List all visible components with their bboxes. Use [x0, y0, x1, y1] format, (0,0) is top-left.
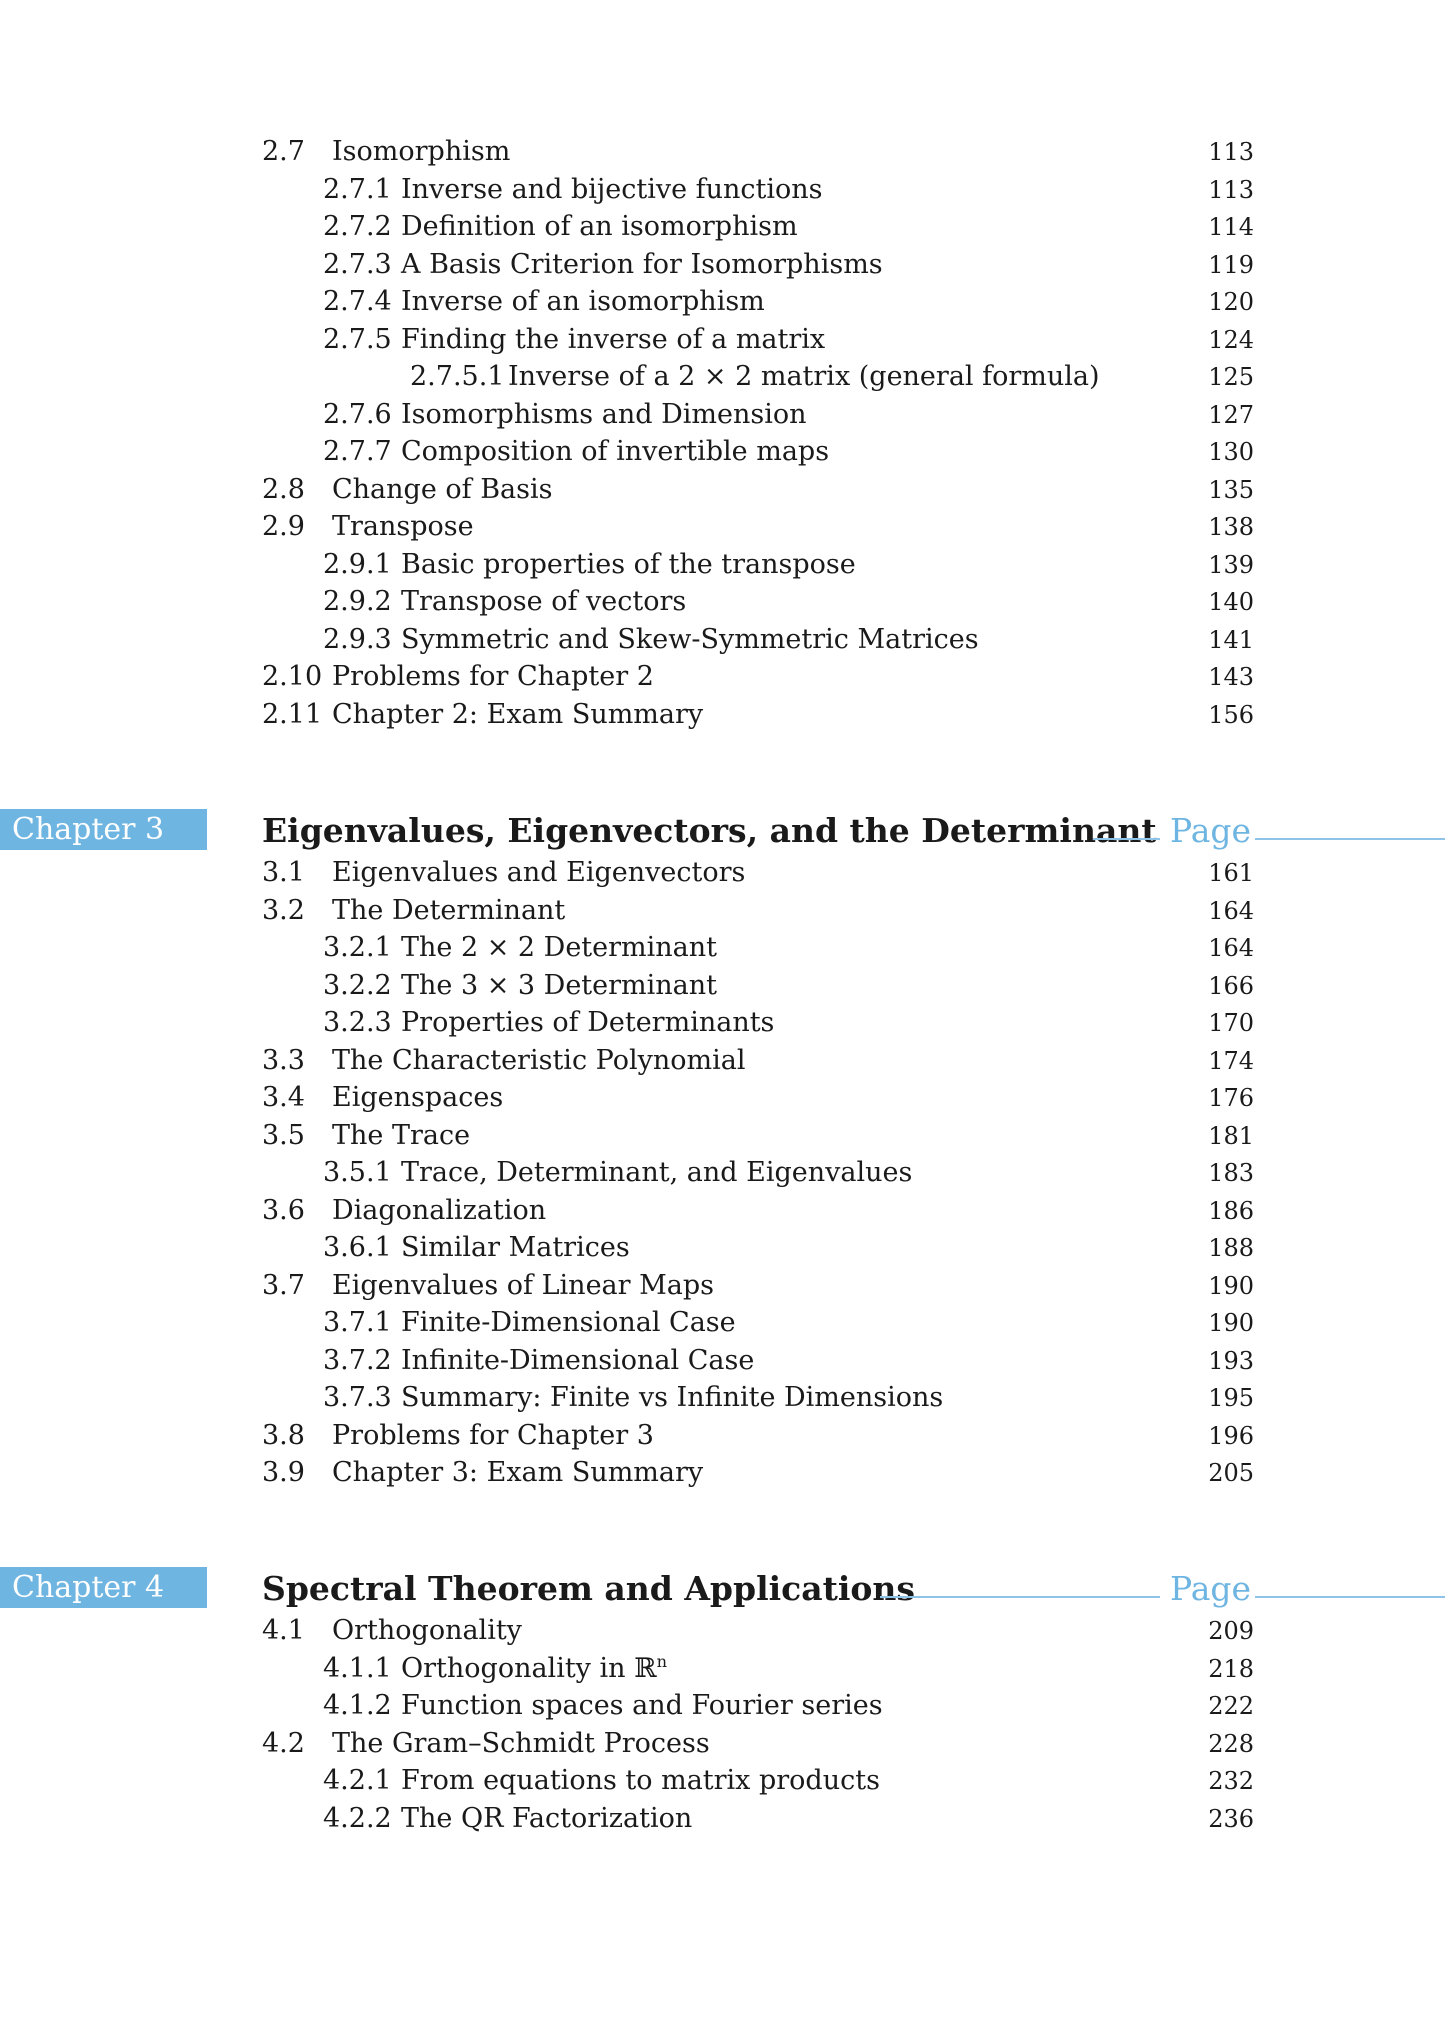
toc-entry[interactable] — [0, 1379, 1445, 1417]
section-number: 3.5 — [262, 1119, 305, 1151]
section-title: Basic properties of the transpose — [401, 548, 856, 580]
toc-entry[interactable] — [0, 1267, 1445, 1305]
section-number: 3.6.1 — [323, 1232, 392, 1263]
section-title: Infinite-Dimensional Case — [401, 1344, 755, 1376]
section-title: Diagonalization — [332, 1194, 547, 1226]
section-title: Properties of Determinants — [401, 1007, 775, 1038]
toc-entry[interactable] — [0, 967, 1445, 1005]
toc-entry[interactable] — [0, 171, 1445, 209]
toc-entry[interactable] — [0, 321, 1445, 359]
section-number: 3.8 — [262, 1419, 305, 1451]
section-number: 4.1.2 — [323, 1690, 392, 1721]
page-number: 113 — [1208, 175, 1254, 204]
page-number: 161 — [1208, 859, 1254, 887]
page-number: 143 — [1208, 663, 1254, 691]
section-number: 2.7.5.1 — [410, 361, 505, 392]
section-title: The Characteristic Polynomial — [332, 1044, 746, 1076]
section-title: Finite-Dimensional Case — [401, 1307, 736, 1338]
page-number: 181 — [1208, 1121, 1254, 1150]
section-title: Function spaces and Fourier series — [401, 1690, 883, 1721]
section-title: The 3 × 3 Determinant — [401, 969, 718, 1001]
section-number: 3.7 — [262, 1269, 305, 1301]
section-title: Inverse of a 2 × 2 matrix (general formula) — [508, 361, 1100, 392]
section-title: The Determinant — [332, 894, 566, 926]
chapter-page-label: Page — [1170, 1569, 1252, 1608]
toc-entry[interactable] — [0, 1725, 1445, 1763]
toc-entry[interactable] — [0, 1762, 1445, 1800]
page-number: 190 — [1208, 1309, 1254, 1337]
toc-entry[interactable] — [0, 1004, 1445, 1042]
toc-entry[interactable] — [0, 658, 1445, 696]
toc-entry[interactable] — [0, 1612, 1445, 1650]
page-number: 113 — [1208, 138, 1254, 166]
section-number: 3.2 — [262, 894, 305, 926]
section-number: 3.2.2 — [323, 969, 392, 1001]
toc-entry[interactable] — [0, 892, 1445, 930]
toc-entry[interactable] — [0, 246, 1445, 284]
page-number: 196 — [1208, 1421, 1254, 1450]
section-number: 3.4 — [262, 1082, 305, 1113]
section-title: A Basis Criterion for Isomorphisms — [401, 248, 883, 280]
page-number: 186 — [1208, 1196, 1254, 1225]
toc-entry[interactable] — [0, 358, 1445, 396]
section-number: 2.11 — [262, 698, 323, 730]
page-number: 130 — [1208, 438, 1254, 466]
section-number: 3.6 — [262, 1194, 305, 1226]
section-title: Inverse and bijective functions — [401, 173, 823, 205]
page-number: 218 — [1208, 1654, 1254, 1683]
page-number: 232 — [1208, 1767, 1254, 1795]
section-number: 3.3 — [262, 1044, 305, 1076]
chapter-title: Eigenvalues, Eigenvectors, and the Determinant — [262, 811, 1157, 850]
toc-entry[interactable] — [0, 433, 1445, 471]
toc-entry[interactable] — [0, 133, 1445, 171]
section-number: 3.1 — [262, 857, 305, 888]
section-number: 2.7.7 — [323, 436, 392, 467]
toc-entry[interactable] — [0, 283, 1445, 321]
section-title: Orthogonality — [332, 1615, 522, 1646]
section-number: 3.2.1 — [323, 932, 392, 963]
page-number: 222 — [1208, 1692, 1254, 1720]
page-number: 119 — [1208, 250, 1254, 279]
section-title: Summary: Finite vs Infinite Dimensions — [401, 1382, 944, 1413]
toc-entry[interactable] — [0, 1079, 1445, 1117]
section-number: 2.9.3 — [323, 623, 392, 655]
page-number: 190 — [1208, 1271, 1254, 1300]
chapter-page-label: Page — [1170, 811, 1252, 850]
page-number: 176 — [1208, 1084, 1254, 1112]
section-title: Isomorphisms and Dimension — [401, 398, 807, 430]
page-number: 164 — [1208, 934, 1254, 962]
toc-entry[interactable] — [0, 1417, 1445, 1455]
section-number: 2.7.6 — [323, 398, 392, 430]
toc-entry[interactable] — [0, 1042, 1445, 1080]
section-title: Eigenvalues and Eigenvectors — [332, 857, 746, 888]
page-number: 127 — [1208, 400, 1254, 429]
section-title: Eigenspaces — [332, 1082, 504, 1113]
page-number: 205 — [1208, 1459, 1254, 1487]
page-number: 183 — [1208, 1159, 1254, 1187]
section-title: Transpose of vectors — [401, 586, 687, 617]
toc-entry[interactable] — [0, 1154, 1445, 1192]
section-number: 2.10 — [262, 661, 323, 692]
toc-entry[interactable] — [0, 1304, 1445, 1342]
page-number: 174 — [1208, 1046, 1254, 1075]
page-number: 166 — [1208, 971, 1254, 1000]
toc-entry[interactable] — [0, 1454, 1445, 1492]
section-title: Problems for Chapter 2 — [332, 661, 654, 692]
page-number: 170 — [1208, 1009, 1254, 1037]
section-title: Chapter 2: Exam Summary — [332, 698, 704, 730]
section-number: 2.7.5 — [323, 323, 392, 355]
page-number: 135 — [1208, 475, 1254, 504]
page-number: 139 — [1208, 550, 1254, 579]
toc-entry[interactable] — [0, 696, 1445, 734]
section-number: 2.7.1 — [323, 173, 392, 205]
page-number: 138 — [1208, 513, 1254, 541]
section-title: The Trace — [332, 1119, 471, 1151]
section-title: Symmetric and Skew-Symmetric Matrices — [401, 623, 979, 655]
section-title: Composition of invertible maps — [401, 436, 830, 467]
toc-entry[interactable] — [0, 396, 1445, 434]
page-number: 125 — [1208, 363, 1254, 391]
section-number: 3.7.1 — [323, 1307, 392, 1338]
chapter-rule-right — [1255, 1596, 1445, 1598]
section-number: 4.2.2 — [323, 1802, 392, 1834]
chapter-heading — [0, 802, 1445, 862]
page-number: 140 — [1208, 588, 1254, 616]
section-title: Finding the inverse of a matrix — [401, 323, 826, 355]
section-number: 4.1 — [262, 1615, 305, 1646]
toc-entry[interactable] — [0, 1229, 1445, 1267]
toc-entry[interactable] — [0, 1650, 1445, 1688]
chapter-rule-left — [880, 1596, 1160, 1598]
section-title: The QR Factorization — [401, 1802, 693, 1834]
page-number: 156 — [1208, 700, 1254, 729]
page-number: 188 — [1208, 1234, 1254, 1262]
toc-entry[interactable] — [0, 583, 1445, 621]
chapter-badge: Chapter 3 — [0, 809, 207, 850]
page-number: 124 — [1208, 325, 1254, 354]
superscript: n — [656, 1651, 668, 1671]
page-number: 236 — [1208, 1804, 1254, 1833]
toc-entry[interactable] — [0, 621, 1445, 659]
section-title: The Gram–Schmidt Process — [332, 1727, 710, 1759]
section-title: The 2 × 2 Determinant — [401, 932, 718, 963]
chapter-rule-right — [1255, 838, 1445, 840]
page-number: 193 — [1208, 1346, 1254, 1375]
page-number: 164 — [1208, 896, 1254, 925]
toc-entry[interactable] — [0, 854, 1445, 892]
section-title: Inverse of an isomorphism — [401, 286, 765, 317]
toc-entry[interactable] — [0, 1342, 1445, 1380]
section-number: 2.9 — [262, 511, 305, 542]
section-title: Chapter 3: Exam Summary — [332, 1457, 704, 1488]
section-number: 3.2.3 — [323, 1007, 392, 1038]
section-title: Eigenvalues of Linear Maps — [332, 1269, 715, 1301]
page-number: 141 — [1208, 625, 1254, 654]
toc-entry[interactable] — [0, 1687, 1445, 1725]
section-number: 3.7.2 — [323, 1344, 392, 1376]
section-number: 2.7.3 — [323, 248, 392, 280]
chapter-heading — [0, 1560, 1445, 1620]
section-number: 2.7 — [262, 136, 305, 167]
section-title: Trace, Determinant, and Eigenvalues — [401, 1157, 913, 1188]
section-number: 4.2.1 — [323, 1765, 392, 1796]
section-number: 2.7.2 — [323, 211, 392, 242]
section-title: From equations to matrix products — [401, 1765, 880, 1796]
section-title: Change of Basis — [332, 473, 553, 505]
toc-entry[interactable] — [0, 1192, 1445, 1230]
section-number: 4.1.1 — [323, 1652, 392, 1684]
toc-entry[interactable] — [0, 471, 1445, 509]
toc-entry[interactable] — [0, 546, 1445, 584]
section-title: Definition of an isomorphism — [401, 211, 798, 242]
section-title — [401, 1650, 667, 1688]
toc-entry[interactable] — [0, 208, 1445, 246]
section-number: 3.5.1 — [323, 1157, 392, 1188]
page-number: 209 — [1208, 1617, 1254, 1645]
section-number: 3.7.3 — [323, 1382, 392, 1413]
chapter-title: Spectral Theorem and Applications — [262, 1569, 915, 1608]
section-number: 3.9 — [262, 1457, 305, 1488]
section-number: 2.9.1 — [323, 548, 392, 580]
toc-entry[interactable] — [0, 1117, 1445, 1155]
toc-entry[interactable] — [0, 1800, 1445, 1838]
section-title: Transpose — [332, 511, 474, 542]
page-number: 114 — [1208, 213, 1254, 241]
section-title-text: Orthogonality in ℝ — [401, 1652, 657, 1684]
section-title: Similar Matrices — [401, 1232, 630, 1263]
section-title: Isomorphism — [332, 136, 511, 167]
page-number: 195 — [1208, 1384, 1254, 1412]
toc-entry[interactable] — [0, 508, 1445, 546]
page-number: 228 — [1208, 1729, 1254, 1758]
page-number: 120 — [1208, 288, 1254, 316]
section-number: 4.2 — [262, 1727, 305, 1759]
section-title: Problems for Chapter 3 — [332, 1419, 654, 1451]
toc-entry[interactable] — [0, 929, 1445, 967]
chapter-badge: Chapter 4 — [0, 1567, 207, 1608]
section-number: 2.8 — [262, 473, 305, 505]
section-number: 2.7.4 — [323, 286, 392, 317]
chapter-rule-left — [1093, 838, 1160, 840]
section-number: 2.9.2 — [323, 586, 392, 617]
